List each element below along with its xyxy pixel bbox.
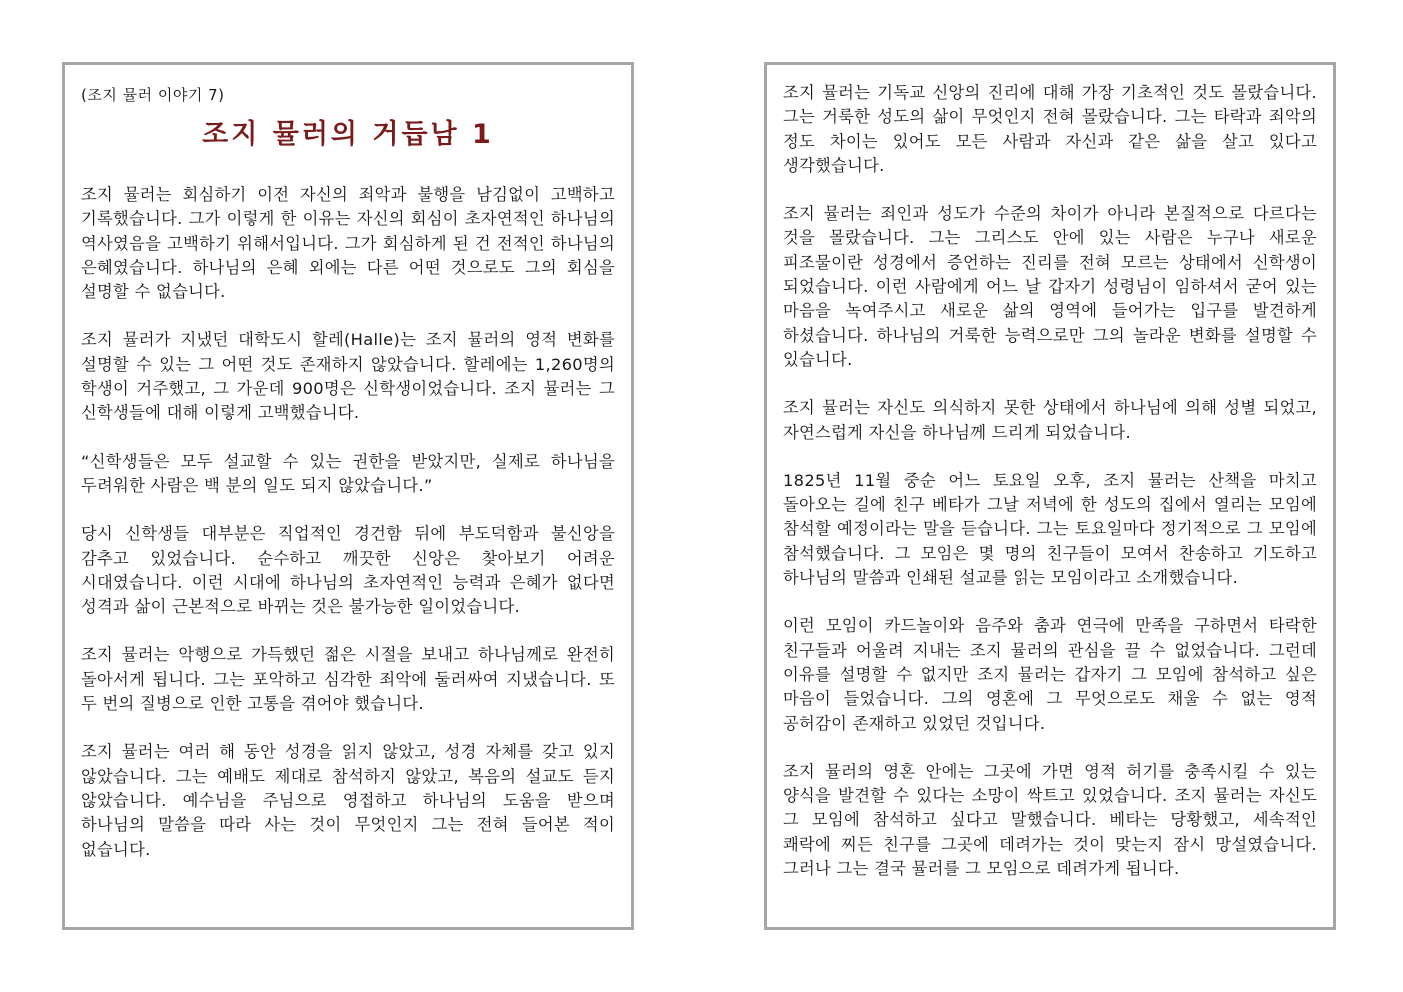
paragraph: 조지 뮬러는 자신도 의식하지 못한 상태에서 하나님에 의해 성별 되었고, 자연스럽게 자신을 하나님께 드리게 되었습니다. [783,398,1317,442]
paragraph: 조지 뮬러는 죄인과 성도가 수준의 차이가 아니라 본질적으로 다르다는 것을 몰랐습니다. 그는 그리스도 안에 있는 사람은 누구나 새로운 피조물이란 성경에서 증언하는 진리를 전혀 모르는 상태에서 신학생이 되었습니다. 이런 사람에게 어느 날 갑자기 성령님이 임하셔서 굳어 있는 마음을 녹여주시고 새로운 삶의 영역에 들어가는 입구를 발견하게 하셨습니다. 하나님의 거룩한 능력으로만 그의 놀라운 변화를 설명할 수 있습니다. [783,204,1317,369]
quote-paragraph: “신학생들은 모두 설교할 수 있는 권한을 받았지만, 실제로 하나님을 두려워한 사람은 백 분의 일도 되지 않았습니다.” [81,451,615,495]
paragraph: 조지 뮬러는 회심하기 이전 자신의 죄악과 불행을 남김없이 고백하고 기록했습니다. 그가 이렇게 한 이유는 자신의 회심이 초자연적인 하나님의 역사였음을 고백하기 위해서입니다. 그가 회심하게 된 건 전적인 하나님의 은혜였습니다. 하나님의 은혜 외에는 다른 어떤 것으로도 그의 회심을 설명할 수 없습니다. [81,185,615,302]
paragraph: 조지 뮬러는 기독교 신앙의 진리에 대해 가장 기초적인 것도 몰랐습니다. 그는 거룩한 성도의 삶이 무엇인지 전혀 몰랐습니다. 그는 타락과 죄악의 정도 차이는 있어도 모든 사람과 자신과 같은 삶을 살고 있다고 생각했습니다. [783,83,1317,175]
paragraph: 당시 신학생들 대부분은 직업적인 경건함 뒤에 부도덕함과 불신앙을 감추고 있었습니다. 순수하고 깨끗한 신앙은 찾아보기 어려운 시대였습니다. 이런 시대에 하나님의 초자연적인 능력과 은혜가 없다면 성격과 삶이 근본적으로 바뀌는 것은 불가능한 일이었습니다. [81,524,615,617]
paragraph: 1825년 11월 중순 어느 토요일 오후, 조지 뮬러는 산책을 마치고 돌아오는 길에 친구 베타가 그날 저녁에 한 성도의 집에서 열리는 모임에 참석할 예정이라는 말을 듣습니다. 그는 토요일마다 정기적으로 그 모임에 참석했습니다. 그 모임은 몇 명의 친구들이 모여서 찬송하고 기도하고 하나님의 말씀과 인쇄된 설교를 읽는 모임이라고 소개했습니다. [783,470,1317,588]
paragraph: 조지 뮬러의 영혼 안에는 그곳에 가면 영적 허기를 충족시킬 수 있는 양식을 발견할 수 있다는 소망이 싹트고 있었습니다. 조지 뮬러는 자신도 그 모임에 참석하고 싶다고 말했습니다. 베타는 당황했고, 세속적인 쾌락에 찌든 친구를 그곳에 데려가는 것이 맞는지 잠시 망설였습니다. 그러나 그는 결국 뮬러를 그 모임으로 데려가게 됩니다. [783,761,1317,879]
paragraph: 이런 모임이 카드놀이와 음주와 춤과 연극에 만족을 구하면서 타락한 친구들과 어울려 지내는 조지 뮬러의 관심을 끌 수 없었습니다. 그런데 이유를 설명할 수 없지만 조지 뮬러는 갑자기 그 모임에 참석하고 싶은 마음이 들었습니다. 그의 영혼에 그 무엇으로도 채울 수 없는 영적 공허감이 존재하고 있었던 것입니다. [783,616,1317,733]
series-label: (조지 뮬러 이야기 7) [81,86,225,104]
paragraph: 조지 뮬러는 악행으로 가득했던 젊은 시절을 보내고 하나님께로 완전히 돌아서게 됩니다. 그는 포악하고 심각한 죄악에 둘러싸여 지냈습니다. 또 두 번의 질병으로 인한 고통을 겪어야 했습니다. [81,645,615,714]
left-page [62,62,634,930]
paragraph: 조지 뮬러가 지냈던 대학도시 할레(Halle)는 조지 뮬러의 영적 변화를 설명할 수 있는 그 어떤 것도 존재하지 않았습니다. 할레에는 1,260명의 학생이 거주했고, 그 가운데 900명은 신학생이었습니다. 조지 뮬러는 그 신학생들에 대해 이렇게 고백했습니다. [81,330,615,423]
paragraph: 조지 뮬러는 여러 해 동안 성경을 읽지 않았고, 성경 자체를 갖고 있지 않았습니다. 그는 예배도 제대로 참석하지 않았고, 복음의 설교도 듣지 않았습니다. 예수님을 주님으로 영접하고 하나님의 도움을 받으며 하나님의 말씀을 따라 사는 것이 무엇인지 그는 전혀 들어본 적이 없습니다. [81,742,615,859]
right-page-content [783,81,1317,905]
left-page-content [81,83,615,886]
page-title: 조지 뮬러의 거듭남 1 [202,119,494,150]
right-page [764,62,1336,930]
